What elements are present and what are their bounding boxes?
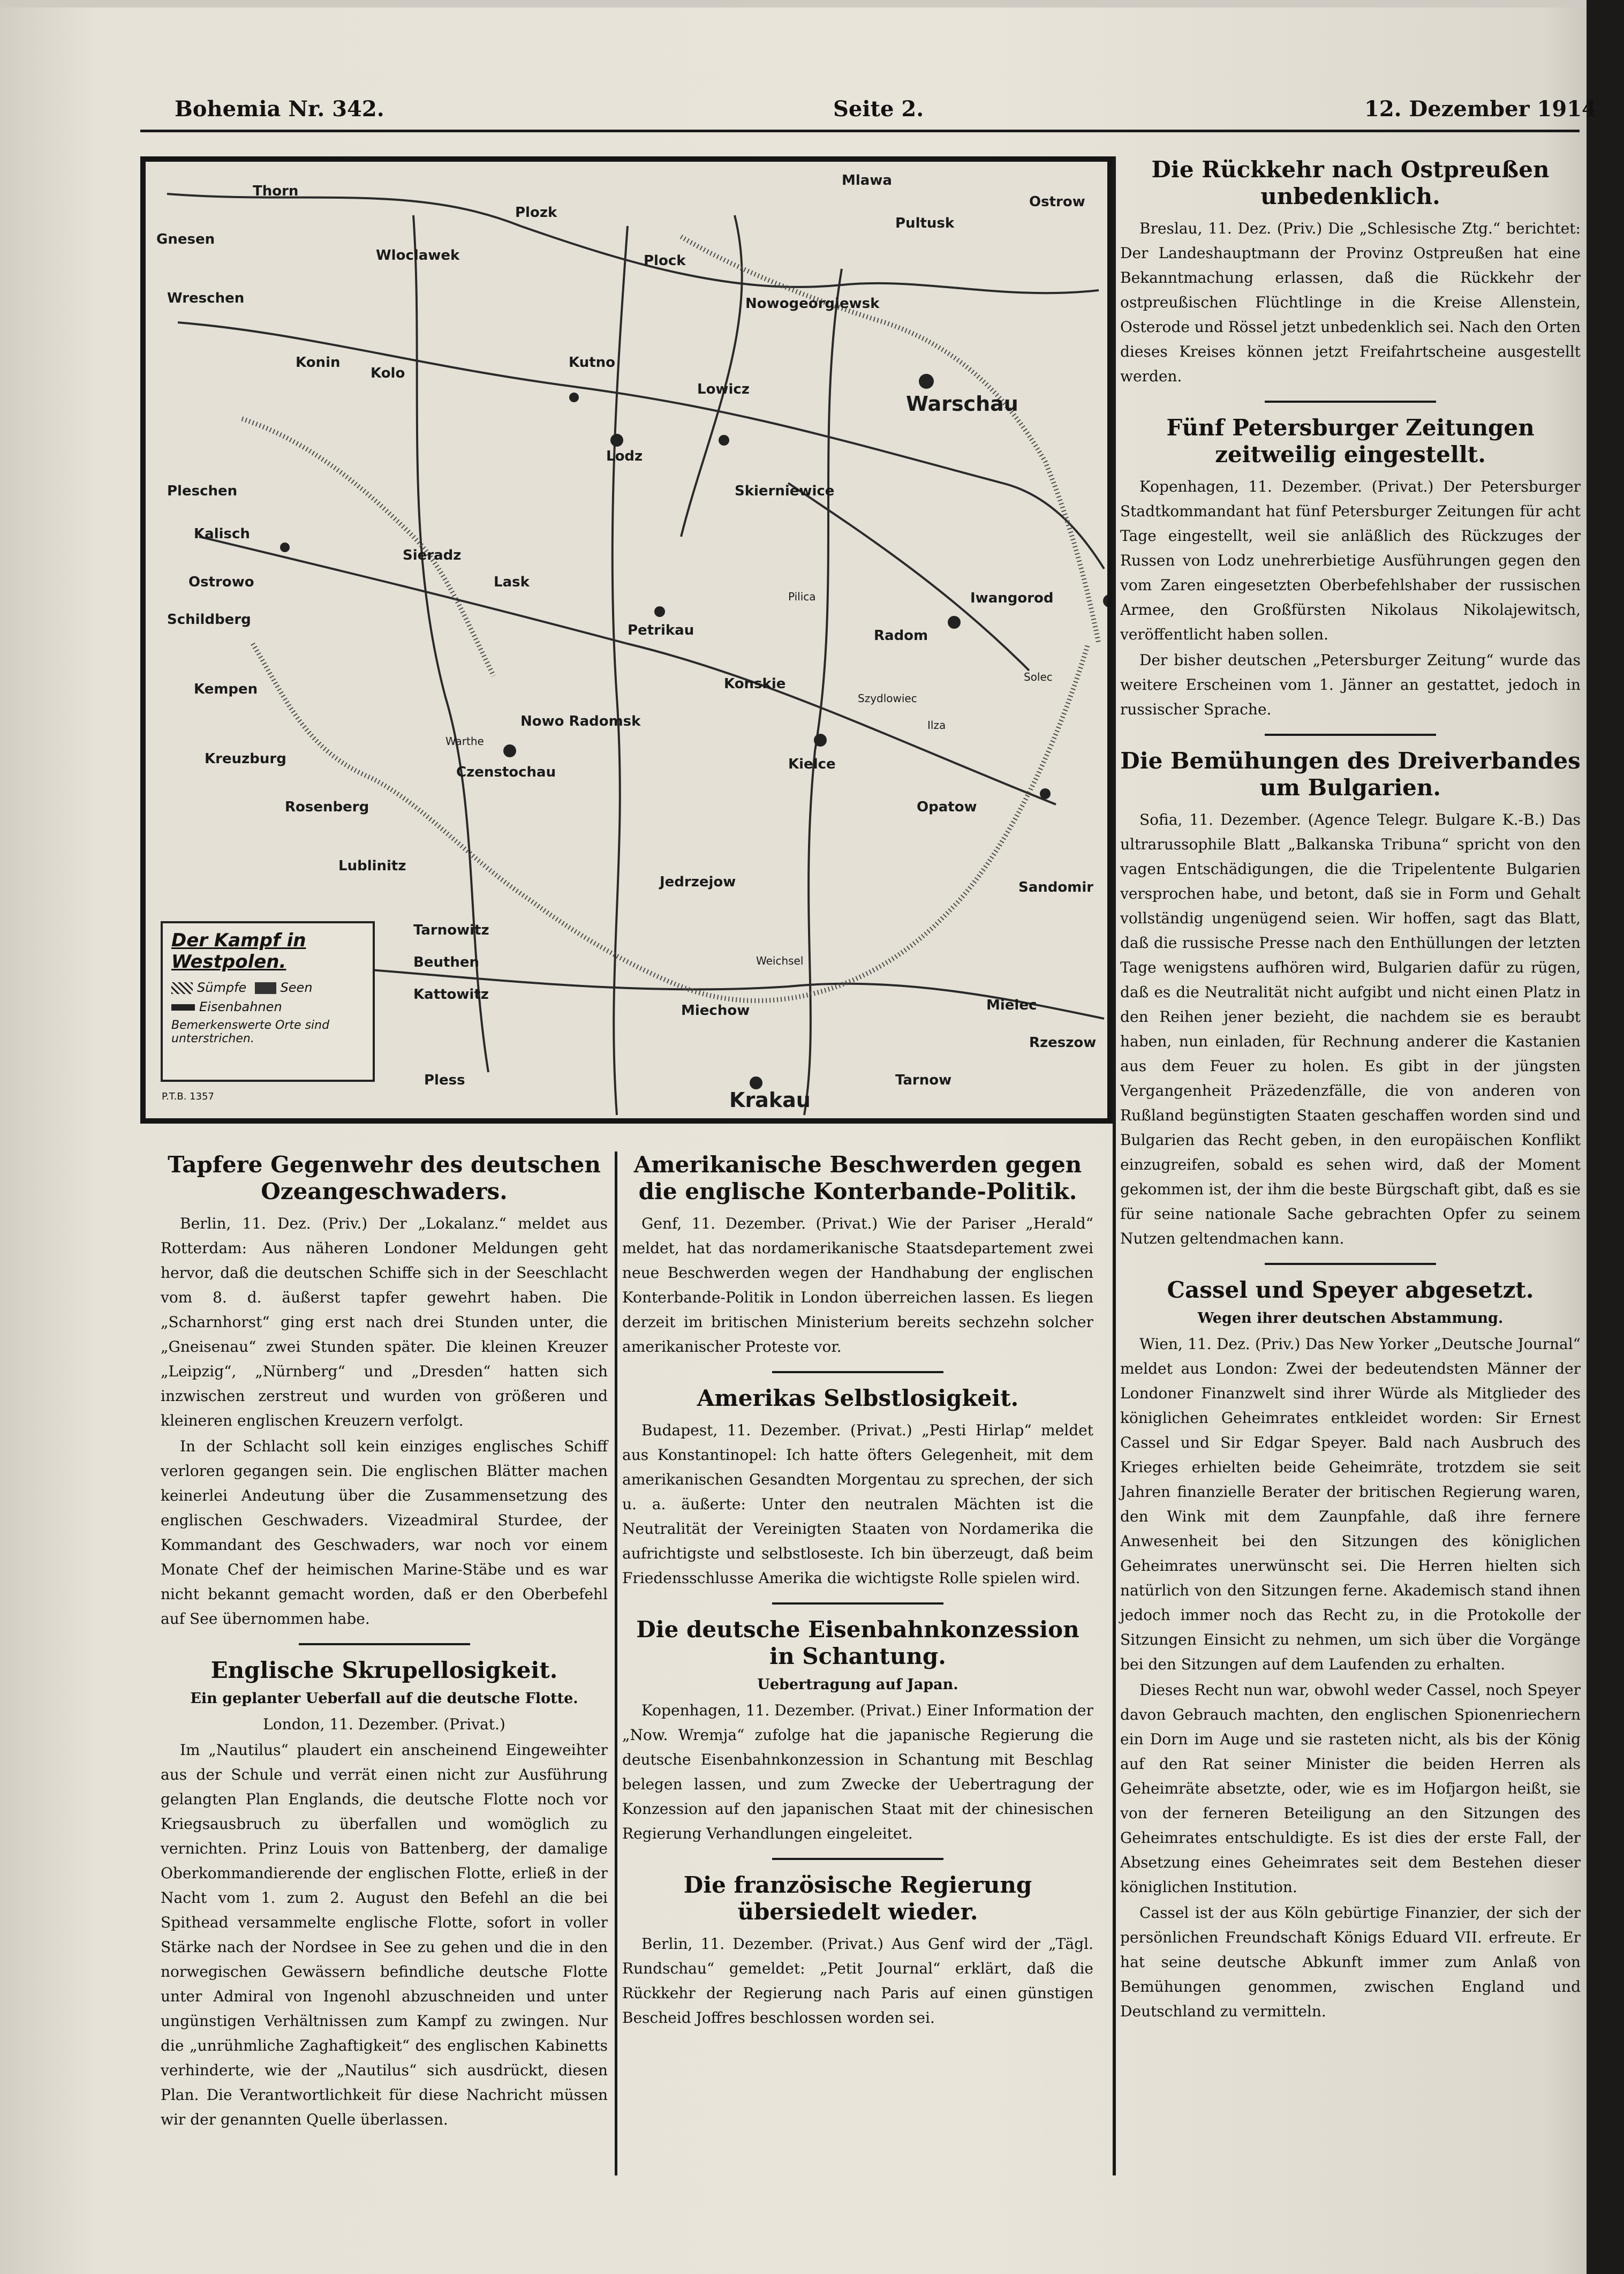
column-1 [161, 1151, 608, 2132]
map-label-ilza: Ilza [927, 719, 946, 732]
map-label-schildberg: Schildberg [167, 612, 251, 628]
map-label-lask: Lask [494, 574, 530, 590]
article-separator [772, 1858, 943, 1860]
map-label-miechow: Miechow [681, 1003, 750, 1019]
map-label-sandomir: Sandomir [1018, 879, 1094, 895]
map-label-ostrowo: Ostrowo [188, 574, 254, 590]
map-label-kutno: Kutno [569, 355, 616, 371]
map-label-kielce: Kielce [788, 756, 836, 772]
column-rule [615, 1151, 617, 2175]
article-paragraph: Wien, 11. Dez. (Priv.) Das New Yorker „Deutsche Journal“ meldet aus London: Zwei der bedeutendsten Männer der Londoner Finanzwelt sind ihrer Würde als Mitglieder des königlichen Geheimrates entkleidet worden: Sir Ernest Cassel und Sir Edgar Speyer. Bald nach Ausbruch des Krieges erhielten beide Geheimräte, trotzdem sie seit Jahren finanzielle Berater der britischen Regierung waren, den Wink mit dem Zaunpfahle, daß ihre fernere Anwesenheit bei den Sitzungen des königlichen Geheimrates unerwünscht sei. Die Herren hielten sich natürlich von den Sitzungen ferne. Akademisch stand ihnen jedoch immer noch das Recht zu, in die Protokolle der Sitzungen Einsicht zu nehmen, um sich über die Vorgänge bei den Sitzungen auf dem Laufenden zu erhalten. [1120, 1335, 1581, 1673]
map-label-nowo-radomsk: Nowo Radomsk [520, 713, 641, 729]
rail-line [167, 194, 1099, 293]
map-label-kreuzburg: Kreuzburg [205, 751, 286, 767]
legend-label: Sümpfe [197, 980, 247, 995]
map-label-solec: Solec [1024, 671, 1053, 683]
map-label-plock: Plock [644, 253, 686, 269]
city-marker [948, 616, 961, 629]
column-rule [1113, 156, 1116, 2175]
map-label-iwangorod: Iwangorod [970, 590, 1054, 606]
article-subheadline: Wegen ihrer deutschen Abstammung. [1197, 1310, 1504, 1327]
map-label-plozk: Plozk [515, 205, 557, 221]
map-label-beuthen: Beuthen [413, 954, 480, 970]
legend-row [171, 980, 364, 995]
page-edge-top [0, 0, 1624, 7]
legend-row: Bemerkenswerte Orte sind unterstrichen. [171, 1019, 330, 1045]
city-marker [654, 606, 665, 617]
article-headline: Tapfere Gegenwehr des deutschen Ozeangeschwaders. [168, 1151, 601, 1204]
article-paragraph: Dieses Recht nun war, obwohl weder Cassel, noch Speyer davon Gebrauch machten, den englischen Spionenriechern ein Dorn im Auge und sie rasteten nicht, als bis der König auf den Rat seiner Minister die beiden Herren als Geheimräte absetzte, oder, wie es im Hofjargon heißt, sie von der ferneren Beteiligung an den Sitzungen des Geheimrates entschuldigte. Es ist dies der erste Fall, der Absetzung eines Geheimrates seit dem Bestehen dieser königlichen Institution. [1120, 1681, 1581, 1896]
article-paragraph: In der Schlacht soll kein einziges englisches Schiff verloren gegangen sein. Die englischen Blätter machen keinerlei Andeutung über die Zusammensetzung des englischen Geschwaders. Vizeadmiral Sturdee, der Kommandant des Geschwaders, war noch vor einem Monate Chef der heimischen Marine-Stäbe und es war nicht bekannt gemacht worden, daß er den Oberbefehl auf See übernommen habe. [161, 1437, 608, 1628]
article-paragraph: Genf, 11. Dezember. (Privat.) Wie der Pariser „Herald“ meldet, hat das nordamerikanische Staatsdepartement zwei neue Beschwerden wegen der Handhabung der englischen Konterbande-Politik in London überreichen lassen. Es liegen derzeit im britischen Ministerium bereits sechzehn solcher amerikanischer Proteste vor. [622, 1215, 1093, 1356]
map-label-mlawa: Mlawa [842, 172, 892, 189]
city-marker [919, 374, 934, 389]
city-marker [280, 543, 290, 552]
article-paragraph: Breslau, 11. Dez. (Priv.) Die „Schlesische Ztg.“ berichtet: Der Landeshauptmann der Provinz Ostpreußen hat eine Bekanntmachung erlassen, daß die Rückkehr der ostpreußischen Flüchtlinge in die Kreise Allenstein, Osterode und Rössel jetzt unbedenklich sei. Nach den Orten dieses Kreises können jetzt Freifahrtscheine ausgestellt werden. [1120, 220, 1581, 385]
article-headline: Die französische Regierung übersiedelt wieder. [683, 1872, 1032, 1925]
map-label-krakau: Krakau [729, 1088, 811, 1112]
header-issue: Bohemia Nr. 342. [175, 96, 384, 122]
city-marker [814, 734, 827, 747]
column-3 [1120, 156, 1581, 2024]
article-headline: Fünf Petersburger Zeitungen zeitweilig eingestellt. [1166, 415, 1535, 468]
article-paragraph: Der bisher deutschen „Petersburger Zeitung“ wurde das weitere Erscheinen vom 1. Jänner an gestattet, jedoch in russischer Sprache. [1120, 651, 1581, 718]
article-separator [772, 1371, 943, 1373]
article-paragraph: Cassel ist der aus Köln gebürtige Finanzier, der sich der persönlichen Freundschaft Königs Eduard VII. erfreute. Er hat seine deutsche Abkunft immer zum Anlaß von Bemühungen genommen, zwischen England und Deutschland zu vermitteln. [1120, 1904, 1581, 2020]
article-headline: Die Rückkehr nach Ostpreußen unbedenklich. [1151, 156, 1550, 209]
map-label-kalisch: Kalisch [194, 526, 250, 542]
map-label-lowicz: Lowicz [697, 381, 750, 397]
article-headline: Die Bemühungen des Dreiverbandes um Bulgarien. [1120, 748, 1581, 801]
map-label-petrikau: Petrikau [628, 622, 694, 638]
map-label-konin: Konin [296, 355, 341, 371]
map-label-opatow: Opatow [917, 799, 977, 815]
map-label-radom: Radom [874, 628, 928, 644]
map-label-czenstochau: Czenstochau [456, 764, 556, 780]
lake-symbol-icon [255, 982, 276, 994]
rail-line [199, 537, 1056, 804]
rail-line [681, 215, 742, 537]
column-2 [622, 1151, 1093, 2030]
legend-title: Der Kampf in Westpolen. [171, 930, 306, 973]
header-page-number: Seite 2. [833, 96, 924, 122]
article-paragraph: Budapest, 11. Dezember. (Privat.) „Pesti Hirlap“ meldet aus Konstantinopel: Ich hatte öfters Gelegenheit, mit dem amerikanischen Gesandten Morgentau zu sprechen, der sich u. a. äußerte: Unter den neutralen Mächten ist die Neutralität der Vereinigten Staaten von Nordamerika die aufrichtigste und selbstloseste. Ich bin überzeugt, daß beim Friedensschlusse Amerika die wichtigste Rolle spielen wird. [622, 1421, 1093, 1587]
article-paragraph: Sofia, 11. Dezember. (Agence Telegr. Bulgare K.-B.) Das ultrarussophile Blatt „Balkanska Tribuna“ spricht von den vagen Entschädigungen, die die Tripelentente Bulgarien versprochen habe, und betont, daß sie in Form und Gehalt vollständig ungenügend seien. Wir hoffen, sagt das Blatt, daß die russische Presse nach den Enthüllungen der letzten Tage wenigstens aufhören wird, Bulgarien dafür zu rügen, daß es die Neutralität nicht aufgibt und nicht einen Platz in den Reihen jener bezieht, die nachdem sie es beraubt haben, nun einladen, für Rechnung anderer die Kastanien aus dem Feuer zu holen. Es gibt in der jüngsten Vergangenheit Präzedenzfälle, die von anderen von Rußland begünstigten Staaten geschaffen worden sind und Bulgarien das Recht geben, in den europäischen Konflikt einzugreifen, sobald es sehen wird, daß der Moment gekommen ist, der ihm die beste Bürgschaft gibt, daß es sie für seine nationale Sache gebrachten Opfer zu seinem Nutzen geltendmachen kann. [1120, 811, 1581, 1247]
map-label-gnesen: Gnesen [156, 231, 215, 247]
article-separator [772, 1602, 943, 1605]
map-label-nowogeorgiewsk: Nowogeorgiewsk [745, 296, 880, 312]
map-label-lodz: Lodz [606, 448, 643, 464]
rail-line [413, 215, 488, 1072]
map-label-wreschen: Wreschen [167, 290, 245, 306]
map-label-mielec: Mielec [986, 997, 1037, 1013]
map-label-tarnow: Tarnow [895, 1072, 952, 1088]
map-label-warthe: Warthe [445, 735, 484, 748]
map-label-konskie: Konskie [724, 676, 786, 692]
map-label-rosenberg: Rosenberg [285, 799, 369, 815]
map-credit: P.T.B. 1357 [162, 1091, 214, 1102]
article-paragraph: Kopenhagen, 11. Dezember. (Privat.) Einer Information der „Now. Wremja“ zufolge hat die japanische Regierung die deutsche Eisenbahnkonzession in Schantung mit Beschlag belegen lassen, und zum Zwecke der Uebertragung der Konzession auf den japanischen Staat mit der chinesischen Regierung Verhandlungen eingeleitet. [622, 1701, 1093, 1842]
city-marker [503, 744, 516, 757]
map-label-pilica: Pilica [788, 590, 816, 603]
header-date: 12. Dezember 1914 [1364, 96, 1597, 122]
map-label-pleschen: Pleschen [167, 483, 238, 499]
map-label-szydlowiec: Szydlowiec [858, 692, 917, 705]
city-marker [610, 434, 623, 447]
article-dateline: London, 11. Dezember. (Privat.) [263, 1715, 505, 1733]
article-paragraph: Berlin, 11. Dez. (Priv.) Der „Lokalanz.“ meldet aus Rotterdam: Aus näheren Londoner Meldungen geht hervor, daß die deutschen Schiffe sich in der Seeschlacht vom 8. d. äußerst tapfer gewehrt haben. Die „Scharnhorst“ ging erst nach drei Stunden unter, die „Gneisenau“ zwei Stunden später. Die kleinen Kreuzer „Leipzig“, „Nürnberg“ und „Dresden“ hatten sich inzwischen zerstreut und wurden von größeren und kleineren englischen Kreuzern verfolgt. [161, 1215, 608, 1429]
map-label-skierniewice: Skierniewice [735, 483, 835, 499]
article-separator [1265, 1263, 1436, 1265]
map-label-lublinitz: Lublinitz [338, 858, 406, 874]
map-label-pless: Pless [424, 1072, 465, 1088]
page-edge-right [1587, 0, 1624, 2274]
article-paragraph: Im „Nautilus“ plaudert ein anscheinend Eingeweihter aus der Schule und verrät einen nicht zur Ausführung gelangten Plan Englands, die deutsche Flotte noch vor Kriegsausbruch zu überfallen und womöglich zu vernichten. Prinz Louis von Battenberg, der damalige Oberkommandierende der englischen Flotte, erließ in der Nacht vom 1. zum 2. August den Befehl an die bei Spithead versammelte englische Flotte, sofort in voller Stärke nach der Nordsee in See zu gehen und die in den norwegischen Gewässern befindliche deutsche Flotte unter Admiral von Ingenohl abzuschneiden und unter ungünstigen Verhältnissen zum Kampf zu zwingen. Nur die „unrühmliche Zaghaftigkeit“ des englischen Kabinetts verhinderte, wie der „Nautilus“ sich ausdrückt, diesen Plan. Die Verantwortlichkeit für diese Nachricht müssen wir der genannten Quelle überlassen. [161, 1741, 608, 2128]
city-marker [750, 1076, 762, 1089]
city-marker [1103, 594, 1107, 607]
city-marker [569, 393, 579, 402]
map-label-ostrow: Ostrow [1029, 194, 1085, 210]
article-headline: Cassel und Speyer abgesetzt. [1167, 1277, 1534, 1303]
map-label-kolo: Kolo [371, 365, 405, 381]
map-label-thorn: Thorn [253, 183, 299, 199]
article-separator [299, 1643, 470, 1645]
map-label-tarnowitz: Tarnowitz [413, 922, 489, 938]
article-headline: Die deutsche Eisenbahnkonzession in Schantung. [636, 1616, 1079, 1669]
map-label-wloclawek: Wloclawek [376, 247, 460, 263]
swamp-symbol-icon [171, 982, 193, 994]
legend-row [171, 999, 364, 1014]
article-paragraph: Kopenhagen, 11. Dezember. (Privat.) Der Petersburger Stadtkommandant hat fünf Petersburger Zeitungen für acht Tage eingestellt, weil sie anläßlich des Rückzuges der Russen von Lodz unehrerbietige Ausführungen gegen den vom Zaren eingesetzten Oberbefehlshaber der russischen Armee, den Großfürsten Nikolaus Nikolajewitsch, veröffentlicht haben sollen. [1120, 478, 1581, 643]
header-rule [140, 130, 1580, 132]
city-marker [1040, 788, 1051, 799]
railway-symbol-icon [171, 1004, 195, 1011]
article-subheadline: Ein geplanter Ueberfall auf die deutsche Flotte. [190, 1690, 578, 1707]
river-weichsel [681, 237, 1099, 644]
legend-label: Eisenbahnen [199, 999, 282, 1014]
legend-label: Seen [280, 980, 313, 995]
map-label-kattowitz: Kattowitz [413, 987, 489, 1003]
map-label-sieradz: Sieradz [403, 547, 462, 563]
map-label-warschau: Warschau [906, 392, 1018, 416]
map-label-pultusk: Pultusk [895, 215, 955, 231]
map-westpolen [140, 156, 1113, 1124]
article-paragraph: Berlin, 11. Dezember. (Privat.) Aus Genf wird der „Tägl. Rundschau“ gemeldet: „Petit Journal“ erklärt, daß die Rückkehr der Regierung nach Paris auf einen günstigen Bescheid Joffres beschlossen worden sei. [622, 1935, 1093, 2027]
article-headline: Amerikanische Beschwerden gegen die englische Konterbande-Politik. [633, 1151, 1082, 1204]
article-separator [1265, 401, 1436, 403]
city-marker [719, 435, 729, 446]
article-subheadline: Uebertragung auf Japan. [757, 1676, 958, 1693]
map-label-rzeszow: Rzeszow [1029, 1035, 1097, 1051]
front-line [253, 644, 1088, 1000]
article-separator [1265, 734, 1436, 736]
map-legend [161, 921, 375, 1082]
article-headline: Englische Skrupellosigkeit. [210, 1657, 558, 1683]
map-label-weichsel: Weichsel [756, 954, 804, 967]
article-headline: Amerikas Selbstlosigkeit. [697, 1385, 1019, 1411]
map-label-kempen: Kempen [194, 681, 258, 697]
map-label-jedrzejow: Jedrzejow [660, 874, 736, 890]
